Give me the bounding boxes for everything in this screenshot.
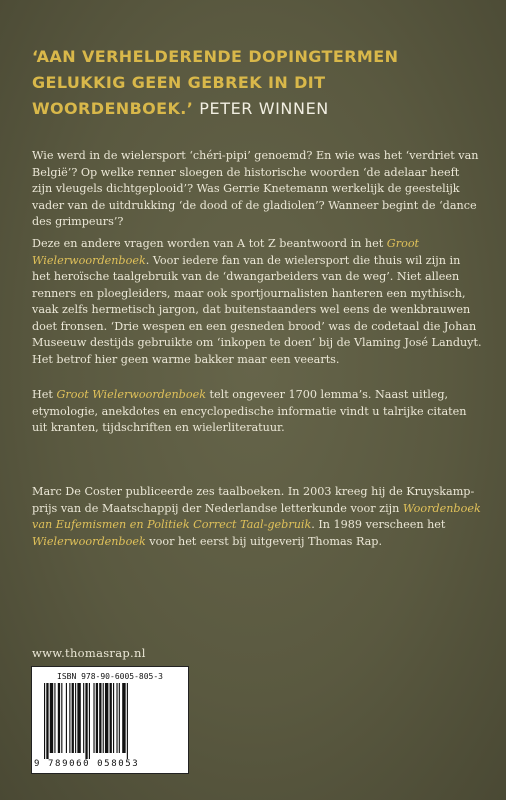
book-title-highlight: Woordenboek van Eufemismen en Politiek Correct Taal-gebruik [32, 501, 481, 531]
barcode-bars [40, 683, 180, 759]
barcode-bar [46, 683, 48, 759]
barcode-bar [77, 683, 80, 753]
barcode-bar [103, 683, 104, 753]
p3-text-b: telt ongeveer 1700 lemma’s. Naast uitleg, etymologie, anekdotes en encyclopedische informatie vindt u talrijke citaten uit kranten, tijdschriften en wielerliteratuur. [32, 388, 467, 434]
p2-text-b: . Voor iedere fan van de wielersport die thuis wil zijn in het heroïsche taalgebruik van de ‘dwangarbeiders van de weg’. Niet alleen renners en ploegleiders, maar ook sportjournalisten hanteren een mythisch, vaak zelfs hermetisch jargon, dat buitenstaanders wel eens de wenkbrauwen doet fronsen. ‘Drie wespen en een gesneden brood’ was de codetaal die Johan Museeuw destijds gebruikte om ‘inkopen te doen’ bij de Vlaming José Landuyt. Het betrof hier geen warme bakker maar een veearts. [32, 253, 482, 366]
quote-text: ‘AAN VERHELDERENDE DOPINGTERMEN GELUKKIG GEEN GEBREK IN DIT WOORDENBOEK.’ [32, 47, 399, 118]
barcode-bar [72, 683, 74, 753]
barcode-bar [69, 683, 70, 753]
p4-text-c: voor het eerst bij uitgeverij Thomas Rap. [145, 534, 383, 548]
p3-text-a: Het [32, 388, 57, 401]
quote-author: PETER WINNEN [199, 99, 329, 118]
paragraph-author-bio [32, 484, 482, 550]
barcode-bar [50, 683, 53, 753]
p2-text-a: Deze en andere vragen worden van A tot Z beantwoord in het [32, 237, 387, 250]
book-title-highlight: Groot Wielerwoordenboek [32, 237, 420, 267]
barcode-bar [61, 683, 62, 753]
barcode-bar [119, 683, 120, 753]
barcode-bar [44, 683, 45, 759]
barcode-bar [85, 683, 87, 759]
paragraph-questions: Wie werd in de wielersport ‘chéri-pipi’ genoemd? En wie was het ‘verdriet van België’? Op welke renner sloegen de historische woorden ‘de adelaar heeft zijn vleugels dichtgeplooid’? Was Gerrie Knetemann werkelijk de geestelijk vader van de uitdrukking ‘de dood of de gladiolen’? Wanneer begint de ‘dance des grimpeurs’? [32, 149, 479, 228]
barcode-bar [116, 683, 117, 753]
barcode-bar [75, 683, 76, 753]
book-title-highlight: Groot Wielerwoordenboek [56, 388, 206, 401]
barcode-bar [96, 683, 98, 753]
barcode-digits: 9 789060 058053 [34, 759, 140, 769]
barcode-bar [110, 683, 112, 753]
barcode-bar [122, 683, 125, 753]
p4-text-a: Marc De Coster publiceerde zes taalboeken. In 2003 kreeg hij de Kruyskamp-prijs van de Maatschappij der Nederlandse letterkunde voor zijn [32, 485, 475, 515]
publisher-website: www.thomasrap.nl [32, 646, 146, 660]
barcode-bar [54, 683, 55, 753]
barcode-bar [99, 683, 101, 753]
barcode-bar [127, 683, 128, 759]
isbn-label: ISBN 978-90-6005-805-3 [57, 672, 163, 681]
barcode-bar [113, 683, 114, 753]
barcode-bar [83, 683, 84, 753]
barcode-bar [93, 683, 94, 753]
paragraph-description [32, 236, 482, 368]
barcode-bar [105, 683, 108, 753]
barcode-bar [66, 683, 67, 753]
book-title-highlight: Wielerwoordenboek [32, 534, 146, 548]
p4-text-b: . In 1989 verscheen het [311, 518, 446, 531]
barcode-bar [58, 683, 60, 753]
paragraph-contents [32, 387, 482, 437]
blurb-quote [32, 44, 482, 122]
barcode-bar [89, 683, 90, 759]
isbn-barcode [31, 666, 189, 774]
